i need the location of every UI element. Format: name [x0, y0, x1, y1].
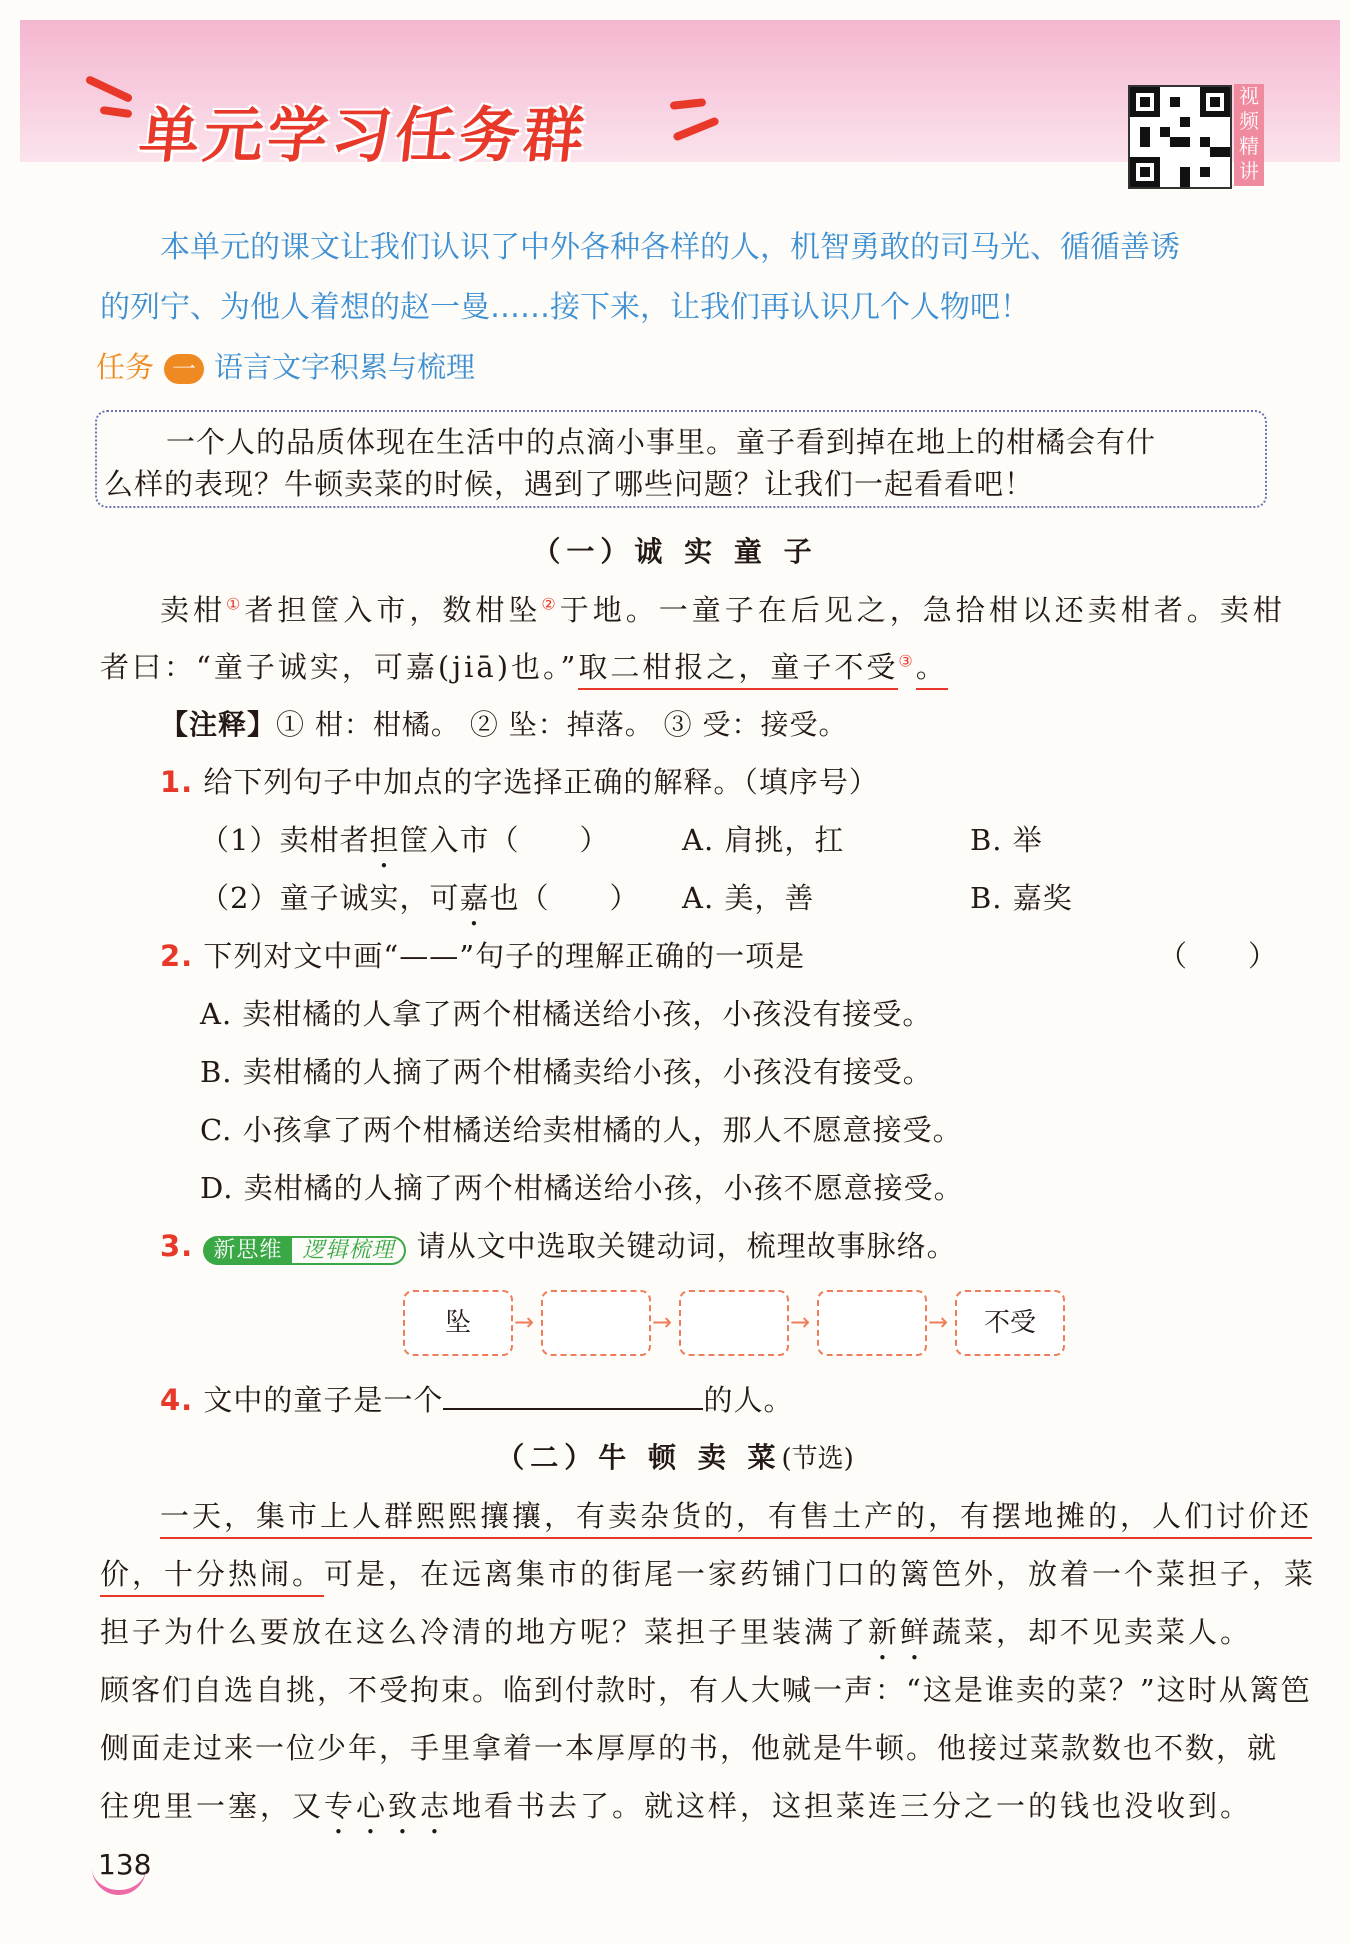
- flow-box-3[interactable]: [679, 1290, 789, 1356]
- flow-box-2[interactable]: [541, 1290, 651, 1356]
- notes-line: 【注释】① 柑：柑橘。 ② 坠：掉落。 ③ 受：接受。: [160, 708, 848, 741]
- intro-line-1: 本单元的课文让我们认识了中外各种各样的人，机智勇敢的司马光、循循善诱: [160, 230, 1180, 265]
- task-number-badge: 一: [164, 354, 204, 384]
- q1-item-1: （1）卖柑者担筐入市（ ）: [200, 823, 610, 857]
- box-line-1: 一个人的品质体现在生活中的点滴小事里。童子看到掉在地上的柑橘会有什: [166, 425, 1157, 459]
- q1-item-2-option-b: B. 嘉奖: [970, 881, 1073, 915]
- arrow-right-icon: →: [514, 1308, 535, 1336]
- q2-answer-paren: （ ）: [1158, 939, 1279, 973]
- q1-item-1-option-b: B. 举: [970, 823, 1043, 857]
- q1-item-2-option-a: A. 美，善: [682, 881, 815, 915]
- answer-blank[interactable]: [443, 1408, 703, 1410]
- section2-title: （二）牛 顿 卖 菜(节选): [496, 1441, 854, 1474]
- task-prefix: 任务: [96, 350, 155, 384]
- qr-label: 视频精讲: [1234, 84, 1264, 186]
- page-number: 138: [98, 1848, 152, 1881]
- box-line-2: 么样的表现？牛顿卖菜的时候，遇到了哪些问题？让我们一起看看吧！: [104, 467, 1035, 501]
- arrow-right-icon: →: [928, 1308, 949, 1336]
- text1-line-1: 卖柑①者担筐入市，数柑坠②于地。一童子在后见之，急拾柑以还卖柑者。卖柑: [160, 593, 1286, 627]
- text1-line-2: 者曰：“童子诚实，可嘉(jiā)也。”取二柑报之，童子不受③。: [100, 645, 948, 686]
- flow-box-1: 坠: [403, 1290, 513, 1356]
- q2-option-b: B. 卖柑橘的人摘了两个柑橘卖给小孩，小孩没有接受。: [200, 1055, 933, 1089]
- text2-line-5: 侧面走过来一位少年，手里拿着一本厚厚的书，他就是牛顿。他接过菜款数也不数，就: [100, 1731, 1279, 1765]
- text2-line-6: 往兜里一塞，又专心致志地看书去了。就这样，这担菜连三分之一的钱也没收到。: [100, 1789, 1253, 1823]
- text2-line-2: 价，十分热闹。可是，在远离集市的街尾一家药铺门口的篱笆外，放着一个菜担子，菜: [100, 1552, 1316, 1593]
- unit-title: 单元学习任务群: [135, 101, 592, 171]
- q2-option-a: A. 卖柑橘的人拿了两个柑橘送给小孩，小孩没有接受。: [200, 997, 933, 1031]
- q1: 1. 给下列句子中加点的字选择正确的解释。（填序号）: [160, 765, 879, 799]
- page-decor-swoosh: [92, 1866, 146, 1895]
- section1-title: （一）诚 实 童 子: [532, 535, 818, 568]
- text2-line-3: 担子为什么要放在这么冷清的地方呢？菜担子里装满了新鲜蔬菜，却不见卖菜人。: [100, 1615, 1253, 1649]
- task-title: 语言文字积累与梳理: [214, 350, 476, 384]
- qr-code-icon[interactable]: [1128, 85, 1232, 189]
- text2-line-4: 顾客们自选自挑，不受拘束。临到付款时，有人大喊一声：“这是谁卖的菜？”这时从篱笆: [100, 1673, 1312, 1707]
- q4: 4. 文中的童子是一个 的人。: [160, 1383, 794, 1417]
- arrow-right-icon: →: [652, 1308, 673, 1336]
- task-heading: [96, 345, 475, 386]
- text2-line-1: 一天，集市上人群熙熙攘攘，有卖杂货的，有售土产的，有摆地摊的，人们讨价还: [160, 1494, 1312, 1535]
- underlined-sentence: 取二柑报之，童子不受: [578, 650, 898, 690]
- flow-box-4[interactable]: [817, 1290, 927, 1356]
- q2: 2. 下列对文中画“——”句子的理解正确的一项是: [160, 939, 806, 973]
- q1-item-2: （2）童子诚实，可嘉也（ ）: [200, 881, 640, 915]
- q3: 3. 新思维 逻辑梳理 请从文中选取关键动词，梳理故事脉络。: [160, 1229, 957, 1263]
- q1-item-1-option-a: A. 肩挑，扛: [682, 823, 845, 857]
- q2-option-d: D. 卖柑橘的人摘了两个柑橘送给小孩，小孩不愿意接受。: [200, 1171, 964, 1205]
- q2-option-c: C. 小孩拿了两个柑橘送给卖柑橘的人，那人不愿意接受。: [200, 1113, 963, 1147]
- flow-box-5: 不受: [955, 1290, 1065, 1356]
- new-thinking-badge: 新思维 逻辑梳理: [203, 1233, 406, 1264]
- arrow-right-icon: →: [790, 1308, 811, 1336]
- intro-line-2: 的列宁、为他人着想的赵一曼……接下来，让我们再认识几个人物吧！: [100, 290, 1030, 325]
